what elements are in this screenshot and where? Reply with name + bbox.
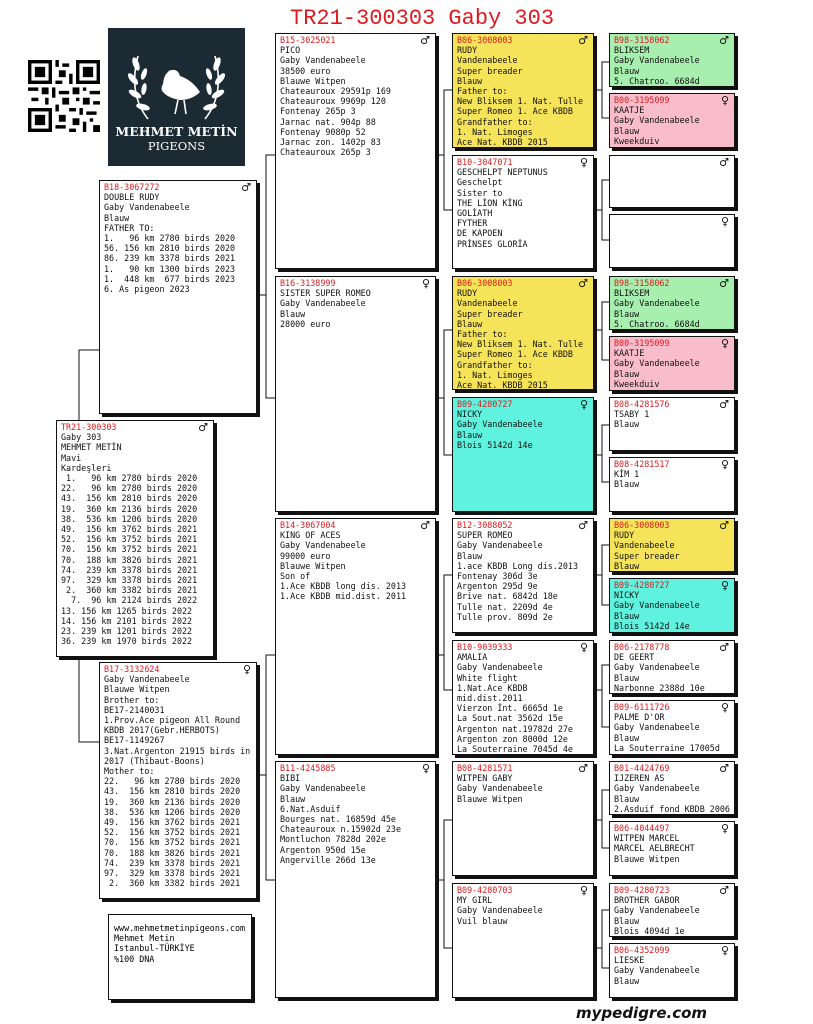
pedigree-line: New Bliksem 1. Nat. Tulle	[457, 339, 584, 350]
male-icon: ♂	[719, 398, 729, 411]
male-icon: ♂	[578, 519, 588, 532]
pedigree-line: DE GEERT	[614, 652, 655, 663]
pedigree-line: Kweekduiv	[614, 135, 660, 146]
pedigree-line: Argenton zon 8000d 12e	[457, 733, 568, 744]
gggp-card-5[interactable]	[609, 276, 735, 330]
pedigree-line: 1. Nat. Limoges	[457, 126, 533, 137]
pedigree-line: Super breader	[614, 550, 680, 561]
pedigree-line: Gaby Vandenabeele	[280, 783, 366, 794]
gggp-card-7[interactable]	[609, 397, 735, 451]
male-icon: ♂	[241, 181, 251, 194]
website-link[interactable]: www.mehmetmetinpigeons.com	[114, 923, 246, 933]
male-icon: ♂	[719, 34, 729, 47]
contact-info	[108, 914, 252, 1000]
pedigree-line: 1.Ace KBDB long dis. 2013	[280, 581, 407, 592]
pedigree-line: MY GIRL	[457, 895, 493, 906]
pedigree-line: 13. 156 km 1265 birds 2022	[61, 605, 193, 616]
ring-number: B08-4281576	[614, 399, 670, 409]
ring-number: B08-4281517	[614, 459, 670, 469]
pedigree-line: GOLİATH	[457, 208, 493, 219]
pedigree-line: La Sout.nat 3562d 15e	[457, 713, 563, 724]
pedigree-line: 22. 96 km 2780 birds 2020	[104, 776, 241, 787]
pedigree-line: 43. 156 km 2810 birds 2020	[61, 493, 198, 504]
pedigree-line: 1.Nat.Ace KBDB	[457, 682, 528, 693]
dam-card[interactable]	[99, 662, 257, 899]
pedigree-line: 38. 536 km 1206 birds 2020	[104, 806, 241, 817]
pedigree-line: KING OF ACES	[280, 530, 341, 541]
ring-number: B15-3025021	[280, 35, 336, 45]
pedigree-line: 5. Chatroo. 6684d	[614, 318, 700, 329]
pedigree-line: PALME D'OR	[614, 712, 665, 723]
female-icon: ♀	[421, 277, 430, 290]
pedigree-line: Blauw	[614, 419, 640, 430]
pedigree-line: LIESKE	[614, 955, 645, 966]
gggp-card-14[interactable]	[609, 821, 735, 876]
pedigree-line: 19. 360 km 2136 birds 2020	[104, 796, 241, 807]
ring-number: B09-4280727	[457, 399, 513, 409]
pedigree-line: Blois 5142d 14e	[614, 620, 690, 631]
pedigree-line: Gaby Vandenabeele	[614, 783, 700, 794]
female-icon: ♀	[579, 398, 588, 411]
male-icon: ♂	[198, 421, 208, 434]
pedigree-line: 23. 239 km 1201 birds 2022	[61, 626, 193, 637]
pedigree-line: 1. 90 km 1300 birds 2023	[104, 263, 236, 274]
pedigree-line: La Souterraine 7045d 4e	[457, 744, 573, 755]
pedigree-line: Angerville 266d 13e	[280, 854, 376, 865]
pedigree-line: 70. 156 km 3752 birds 2021	[61, 544, 198, 555]
pedigree-line: Ace Nat. KBDB 2015	[457, 137, 548, 148]
pedigree-line: Blauw	[104, 212, 130, 223]
pedigree-line: Blauw	[457, 75, 483, 86]
pedigree-line: Bourges nat. 16859d 45e	[280, 814, 396, 825]
pedigree-line: Blauw	[614, 610, 640, 621]
pedigree-line: 7. 96 km 2124 birds 2022	[61, 595, 198, 606]
pedigree-line: 36. 239 km 1970 birds 2022	[61, 636, 193, 647]
pedigree-line: THE LİON KİNG	[457, 197, 523, 208]
pedigree-line: Montluchon 7828d 202e	[280, 834, 386, 845]
pedigree-line: Gaby Vandenabeele	[614, 662, 700, 673]
pedigree-line: Jarnac nat. 904p 88	[280, 116, 376, 127]
gggp-card-15[interactable]	[609, 883, 735, 937]
pedigree-line: Gaby Vandenabeele	[614, 722, 700, 733]
pedigree-line: Argenton 950d 15e	[280, 844, 366, 855]
ring-number: B17-3132624	[104, 664, 160, 674]
pedigree-line: Gaby Vandenabeele	[280, 540, 366, 551]
pedigree-line: mid.dist.2011	[457, 693, 523, 704]
pedigree-line: 3.Nat.Argenton 21915 birds in	[104, 745, 251, 756]
ring-number: TR21-300303	[61, 422, 117, 432]
pedigree-line: KAATJE	[614, 105, 645, 116]
pedigree-line: 70. 188 km 3826 birds 2021	[104, 847, 241, 858]
pedigree-line: Gaby Vandenabeele	[104, 202, 190, 213]
ggp-card-6[interactable]	[452, 640, 594, 755]
dam-dam-card[interactable]	[275, 761, 436, 998]
pedigree-line: Vuil blauw	[457, 915, 508, 926]
male-icon: ♂	[719, 277, 729, 290]
ring-number: B10-3047071	[457, 157, 513, 167]
pedigree-line: 1. 96 km 2780 birds 2020	[61, 473, 198, 484]
pedigree-line: Blauw	[614, 560, 640, 571]
ring-number: B98-3158062	[614, 35, 670, 45]
pedigree-line: Sister to	[457, 187, 503, 198]
pedigree-line: Blauw	[457, 429, 483, 440]
pedigree-line: KİM 1	[614, 469, 640, 480]
pedigree-line: Gaby Vandenabeele	[104, 674, 190, 685]
pedigree-line: RUDY	[457, 288, 478, 299]
pedigree-line: Argenton nat.19782d 27e	[457, 723, 573, 734]
male-icon: ♂	[719, 519, 729, 532]
male-icon: ♂	[420, 34, 430, 47]
pedigree-line: Grandfather to:	[457, 359, 533, 370]
pedigree-line: Blauwe Witpen	[104, 684, 170, 695]
pedigree-line: Blauw	[614, 793, 640, 804]
pedigree-line: Son of	[280, 571, 311, 582]
pedigree-line: Mother to:	[104, 766, 155, 777]
brand-watermark[interactable]: mypedigre.com	[576, 1004, 708, 1022]
pedigree-line: 74. 239 km 3378 birds 2021	[104, 857, 241, 868]
pedigree-line: MARCEL AELBRECHT	[614, 843, 695, 854]
pedigree-line: Gaby Vandenabeele	[457, 540, 543, 551]
pedigree-line: Grandfather to:	[457, 116, 533, 127]
pedigree-line: BE17-1149267	[104, 735, 165, 746]
pedigree-line: Gaby 303	[61, 432, 102, 443]
male-icon: ♂	[719, 156, 729, 169]
pedigree-line: 19. 360 km 2136 birds 2020	[61, 503, 198, 514]
female-icon: ♀	[720, 215, 729, 228]
pedigree-line: Gaby Vandenabeele	[457, 662, 543, 673]
pedigree-line: Brother to:	[104, 694, 160, 705]
ggp-card-2[interactable]	[452, 155, 594, 269]
pedigree-line: Blauw	[614, 65, 640, 76]
female-icon: ♀	[579, 156, 588, 169]
owner-name: Mehmet Metin	[114, 933, 175, 944]
pedigree-line: FYTHER	[457, 218, 488, 229]
female-icon: ♀	[720, 579, 729, 592]
pedigree-line: Blois 5142d 14e	[457, 439, 533, 450]
female-icon: ♀	[579, 641, 588, 654]
male-icon: ♂	[719, 884, 729, 897]
pedigree-line: 2. 360 km 3382 birds 2021	[104, 878, 241, 889]
ggp-card-7[interactable]	[452, 761, 594, 876]
female-icon: ♀	[720, 822, 729, 835]
pedigree-line: Gaby Vandenabeele	[614, 298, 700, 309]
pedigree-line: Argenton 295d 9e	[457, 581, 538, 592]
pedigree-line: TSABY 1	[614, 409, 650, 420]
pedigree-line: NICKY	[457, 409, 483, 420]
pedigree-line: Kweekduiv	[614, 378, 660, 389]
pedigree-line: 5. Chatroo. 6684d	[614, 75, 700, 86]
ring-number: B18-3067272	[104, 182, 160, 192]
pedigree-line: Blauwe Witpen	[280, 75, 346, 86]
pedigree-line: BLIKSEM	[614, 45, 650, 56]
ring-number: B10-9039333	[457, 642, 513, 652]
male-icon: ♂	[719, 641, 729, 654]
ring-number: B06-3008003	[614, 520, 670, 530]
male-icon: ♂	[578, 277, 588, 290]
pedigree-line: BROTHER GABOR	[614, 895, 680, 906]
ring-number: B00-3195099	[614, 95, 670, 105]
pedigree-line: Gaby Vandenabeele	[614, 358, 700, 369]
female-icon: ♀	[579, 884, 588, 897]
pedigree-line: AMALIA	[457, 652, 488, 663]
pedigree-line: Super breader	[457, 308, 523, 319]
pedigree-line: Chateauroux 29591p 169	[280, 86, 391, 97]
pedigree-line: Blauw	[614, 732, 640, 743]
female-icon: ♀	[720, 94, 729, 107]
ring-number: B98-3158062	[614, 278, 670, 288]
ggp-card-8[interactable]	[452, 883, 594, 998]
pedigree-line: DE KAPOEN	[457, 228, 503, 239]
pedigree-line: Gaby Vandenabeele	[614, 965, 700, 976]
pedigree-line: Super Romeo 1. Ace KBDB	[457, 106, 573, 117]
pedigree-line: Chateauroux 265p 3	[280, 147, 371, 158]
pedigree-line: Kardeşleri	[61, 462, 112, 473]
pedigree-line: Tulle prov. 809d 2e	[457, 611, 553, 622]
sire-dam-card[interactable]	[275, 276, 436, 512]
pedigree-line: Blauw	[614, 975, 640, 986]
pedigree-line: 1. 96 km 2780 birds 2020	[104, 233, 236, 244]
pedigree-line: DOUBLE RUDY	[104, 192, 160, 203]
pedigree-line: Gaby Vandenabeele	[457, 905, 543, 916]
pedigree-line: IJZEREN AS	[614, 773, 665, 784]
ring-number: B06-3008003	[457, 35, 513, 45]
page-title: TR21-300303 Gaby 303	[290, 6, 555, 31]
pedigree-line: New Bliksem 1. Nat. Tulle	[457, 96, 584, 107]
pedigree-line: Chateauroux 9969p 120	[280, 96, 386, 107]
pedigree-line: Blauw	[614, 308, 640, 319]
gggp-card-2[interactable]	[609, 93, 735, 148]
gggp-card-4[interactable]	[609, 214, 735, 268]
dna-note: %100 DNA	[114, 953, 155, 964]
gggp-card-3[interactable]	[609, 155, 735, 208]
female-icon: ♀	[720, 944, 729, 957]
pedigree-line: Fontenay 9080p 52	[280, 126, 366, 137]
pedigree-line: Super breader	[457, 65, 523, 76]
pedigree-line: Father to:	[457, 329, 508, 340]
pedigree-line: 56. 156 km 2810 birds 2020	[104, 243, 236, 254]
pedigree-line: WITPEN GABY	[457, 773, 513, 784]
pedigree-line: Vandenabeele	[614, 540, 675, 551]
pedigree-line: Geschelpt	[457, 177, 503, 188]
pedigree-line: La Souterraine 17005d	[614, 742, 720, 753]
male-icon: ♂	[420, 519, 430, 532]
pedigree-line: Gaby Vandenabeele	[614, 905, 700, 916]
pedigree-line: Gaby Vandenabeele	[280, 55, 366, 66]
pedigree-line: Blauw	[280, 793, 306, 804]
ggp-card-4[interactable]	[452, 397, 594, 512]
gggp-card-1[interactable]	[609, 33, 735, 87]
pedigree-line: BE17-2140031	[104, 704, 165, 715]
female-icon: ♀	[242, 663, 251, 676]
pedigree-line: 22. 96 km 2780 birds 2020	[61, 483, 198, 494]
pedigree-line: Gaby Vandenabeele	[614, 55, 700, 66]
ring-number: B14-3067004	[280, 520, 336, 530]
pedigree-line: Blauw	[614, 479, 640, 490]
pedigree-line: Blauw	[457, 318, 483, 329]
pedigree-line: Chateauroux n.15902d 23e	[280, 824, 402, 835]
pedigree-line: KAATJE	[614, 348, 645, 359]
pedigree-line: 1.Prov.Ace pigeon All Round	[104, 715, 241, 726]
ring-number: B06-3008003	[457, 278, 513, 288]
pedigree-line: Narbonne 2388d 10e	[614, 682, 705, 693]
pedigree-line: Blauw	[614, 368, 640, 379]
pedigree-line: BIBI	[280, 773, 301, 784]
pedigree-line: 70. 156 km 3752 birds 2021	[104, 837, 241, 848]
pedigree-line: 38. 536 km 1206 birds 2020	[61, 513, 198, 524]
pedigree-line: SISTER SUPER ROMEO	[280, 288, 371, 299]
pedigree-line: Vandenabeele	[457, 298, 518, 309]
gggp-card-10[interactable]	[609, 578, 735, 633]
pedigree-line: 14. 156 km 2101 birds 2022	[61, 615, 193, 626]
pedigree-line: 43. 156 km 2810 birds 2020	[104, 786, 241, 797]
pedigree-line: 2.Asduif fond KBDB 2006	[614, 803, 730, 814]
sire-sire-card[interactable]	[275, 33, 436, 269]
gggp-card-12[interactable]	[609, 700, 735, 755]
ring-number: B09-4280703	[457, 885, 513, 895]
gggp-card-11[interactable]	[609, 640, 735, 694]
pedigree-line: 6.Nat.Asduif	[280, 803, 341, 814]
pedigree-line: RUDY	[614, 530, 635, 541]
sire-card[interactable]	[99, 180, 257, 414]
pedigree-line: 97. 329 km 3378 birds 2021	[104, 868, 241, 879]
pedigree-line: 99000 euro	[280, 550, 331, 561]
ring-number: B09-4280727	[614, 580, 670, 590]
ring-number: B08-4281571	[457, 763, 513, 773]
pedigree-line: Gaby Vandenabeele	[457, 783, 543, 794]
pedigree-line: Blauwe Witpen	[614, 853, 680, 864]
pedigree-line: 1. 448 km 677 birds 2023	[104, 273, 236, 284]
pedigree-line: Gaby Vandenabeele	[614, 600, 700, 611]
pedigree-line: Super Romeo 1. Ace KBDB	[457, 349, 573, 360]
pedigree-line: Father to:	[457, 86, 508, 97]
pedigree-line: 2017 (Thibaut-Boons)	[104, 755, 205, 766]
ring-number: B01-4424769	[614, 763, 670, 773]
gggp-card-8[interactable]	[609, 457, 735, 512]
ring-number: B06-2178778	[614, 642, 670, 652]
pedigree-line: 2. 360 km 3382 birds 2021	[61, 585, 198, 596]
pedigree-line: 74. 239 km 3378 birds 2021	[61, 564, 198, 575]
female-icon: ♀	[720, 337, 729, 350]
ring-number: B12-3088052	[457, 520, 513, 530]
pedigree-line: BLIKSEM	[614, 288, 650, 299]
pedigree-line: Blauwe Witpen	[457, 793, 523, 804]
pedigree-line: Blauw	[457, 550, 483, 561]
ring-number: B11-4245885	[280, 763, 336, 773]
female-icon: ♀	[720, 458, 729, 471]
pedigree-line: Blauw	[280, 308, 306, 319]
pedigree-line: Mavi	[61, 452, 82, 463]
ring-number: B16-3138999	[280, 278, 336, 288]
logo-line1: MEHMET METİN	[115, 124, 238, 139]
pedigree-line: Ace Nat. KBDB 2015	[457, 380, 548, 390]
pedigree-line: 70. 188 km 3826 birds 2021	[61, 554, 198, 565]
pedigree-line: Jarnac zon. 1402p 83	[280, 137, 381, 148]
pedigree-line: 86. 239 km 3378 birds 2021	[104, 253, 236, 264]
pedigree-line: 28000 euro	[280, 318, 331, 329]
pedigree-line: Blauw	[614, 125, 640, 136]
subject-pigeon-card[interactable]	[56, 420, 214, 657]
pedigree-line: Gaby Vandenabeele	[280, 298, 366, 309]
ring-number: B06-4044497	[614, 823, 670, 833]
pedigree-line: 1.ace KBDB Long dis.2013	[457, 560, 579, 571]
gggp-card-9[interactable]	[609, 518, 735, 572]
pedigree-line: RUDY	[457, 45, 478, 56]
pedigree-line: Tulle nat. 2209d 4e	[457, 601, 553, 612]
pedigree-line: PICO	[280, 45, 301, 56]
pedigree-line: White flight	[457, 672, 518, 683]
ring-number: B00-3195099	[614, 338, 670, 348]
pedigree-line: Blauw	[614, 915, 640, 926]
pedigree-line: PRİNSES GLORİA	[457, 238, 528, 249]
male-icon: ♂	[719, 762, 729, 775]
ring-number: B09-6111726	[614, 702, 670, 712]
male-icon: ♂	[578, 34, 588, 47]
ggp-card-5[interactable]	[452, 518, 594, 633]
pedigree-line: Brive nat. 6842d 18e	[457, 591, 558, 602]
ring-number: B06-4352099	[614, 945, 670, 955]
gggp-card-16[interactable]	[609, 943, 735, 998]
pedigree-line: 38500 euro	[280, 65, 331, 76]
ring-number: B09-4280723	[614, 885, 670, 895]
dam-sire-card[interactable]	[275, 518, 436, 755]
gggp-card-6[interactable]	[609, 336, 735, 391]
pedigree-line: Blauwe Witpen	[280, 560, 346, 571]
logo-line2: PIGEONS	[147, 139, 206, 153]
pedigree-line: Blois 4094d 1e	[614, 925, 685, 936]
female-icon: ♀	[720, 701, 729, 714]
pedigree-line: 49. 156 km 3762 birds 2021	[61, 524, 198, 535]
male-icon: ♂	[578, 762, 588, 775]
pedigree-line: 1. Nat. Limoges	[457, 369, 533, 380]
pedigree-line: FATHER TO:	[104, 222, 155, 233]
pedigree-line: 52. 156 km 3752 birds 2021	[104, 827, 241, 838]
pedigree-line: Blauw	[614, 672, 640, 683]
ggp-card-3[interactable]	[452, 276, 594, 390]
pedigree-line: NICKY	[614, 590, 640, 601]
pedigree-line: 52. 156 km 3752 birds 2021	[61, 534, 198, 545]
pedigree-line: 1.Ace KBDB mid.dist. 2011	[280, 591, 407, 602]
pedigree-line: GESCHELPT NEPTUNUS	[457, 167, 548, 178]
ggp-card-1[interactable]	[452, 33, 594, 148]
pedigree-line: KBDB 2017(Gebr.HERBOTS)	[104, 725, 220, 736]
pedigree-line: 97. 329 km 3378 birds 2021	[61, 575, 198, 586]
gggp-card-13[interactable]	[609, 761, 735, 815]
pedigree-line: Gaby Vandenabeele	[457, 419, 543, 430]
pedigree-line: 6. As pigeon 2023	[104, 284, 190, 295]
pedigree-line: WITPEN MARCEL	[614, 833, 680, 844]
pedigree-line: Vandenabeele	[457, 55, 518, 66]
pedigree-line: MEHMET METİN	[61, 442, 122, 453]
pedigree-line: Vierzon İnt. 6665d 1e	[457, 703, 563, 714]
pedigree-line: SUPER ROMEO	[457, 530, 513, 541]
pedigree-line: Fontenay 306d 3e	[457, 571, 538, 582]
pedigree-line: Fontenay 265p 3	[280, 106, 356, 117]
pedigree-line: Gaby Vandenabeele	[614, 115, 700, 126]
location: Istanbul-TÜRKİYE	[114, 943, 195, 954]
pedigree-line: 49. 156 km 3762 birds 2021	[104, 817, 241, 828]
female-icon: ♀	[421, 762, 430, 775]
